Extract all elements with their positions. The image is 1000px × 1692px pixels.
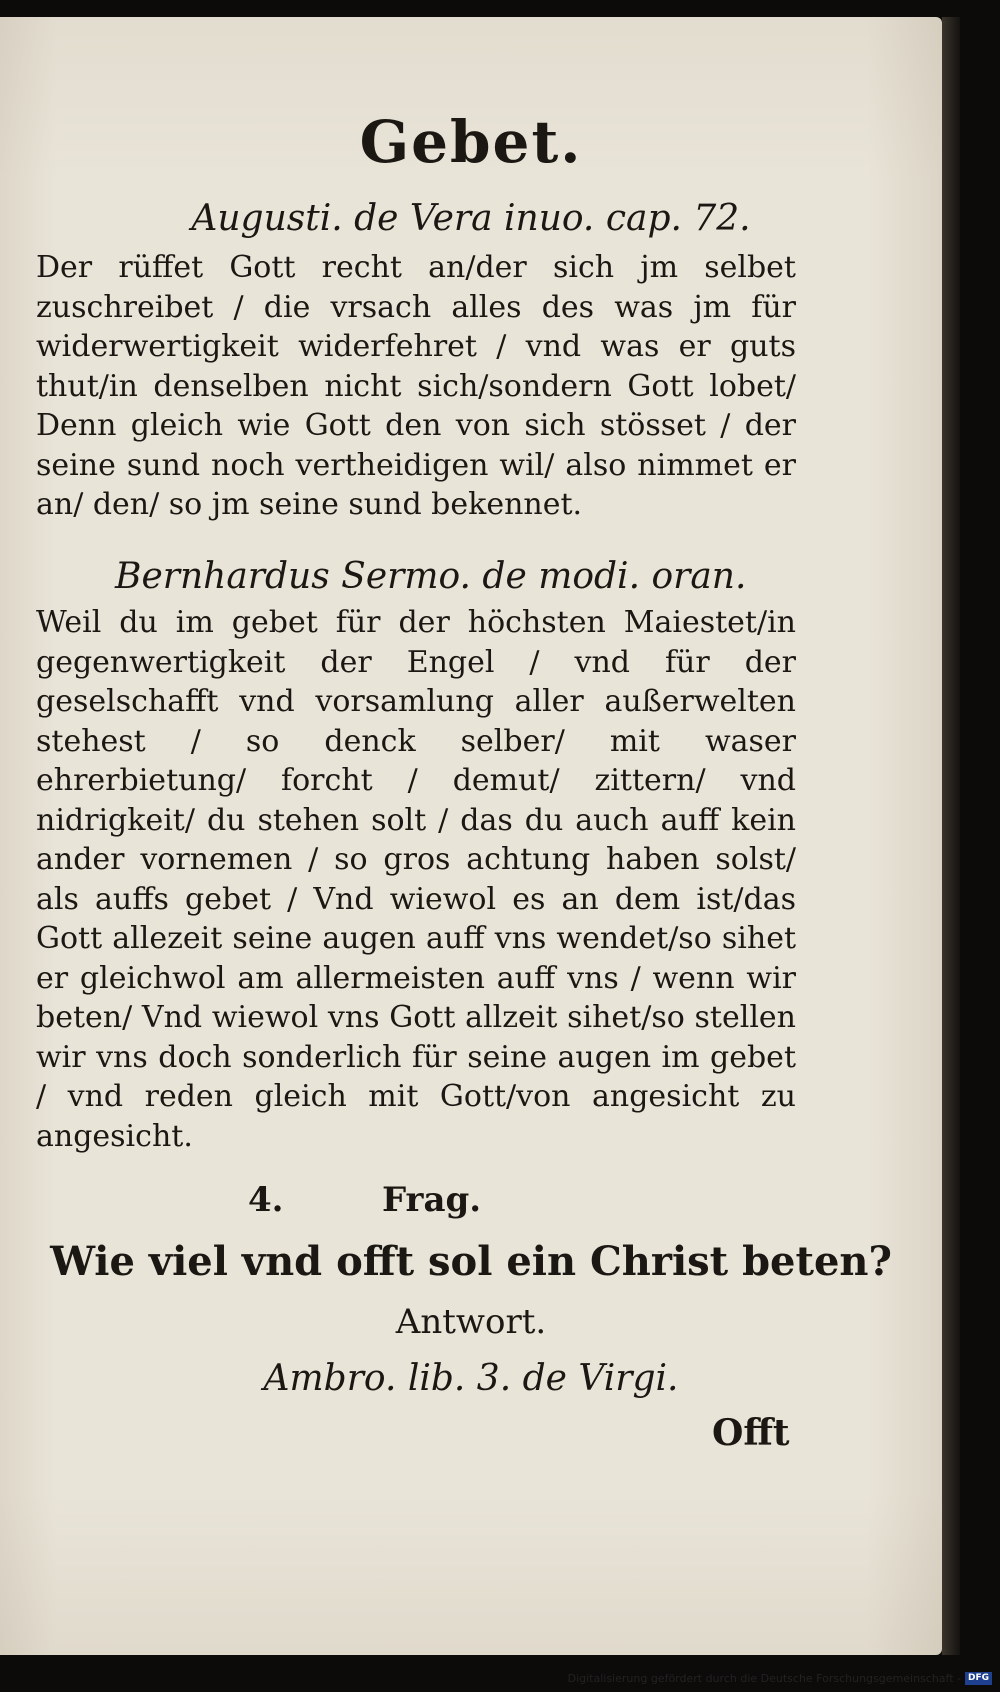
question-number: 4. (248, 1180, 284, 1220)
paragraph-bernhard: Weil du im gebet für der höchsten Maiestet/in gegenwertigkeit der Engel / vnd für der geselschafft vnd vorsamlung aller außerwelten stehest / so denck selber/ mit waser ehrerbietung/ forcht / demut/ zittern/ vnd nidrigkeit/ du stehen solt / das du auch auff kein ander vornemen / so gros achtung haben solst/ als auffs gebet / Vnd wiewol es an dem ist/das Gott allezeit seine augen auff vns wendet/so sihet er gleichwol am allermeisten auff vns / wenn wir beten/ Vnd wiewol vns Gott allzeit sihet/so stellen wir vns doch sonderlich für seine augen im gebet / vnd reden gleich mit Gott/von angesicht zu angesicht. (36, 605, 796, 1154)
digitization-credit (568, 1672, 992, 1685)
paragraph-augustine: Der rüffet Gott recht an/der sich jm selbet zuschreibet / die vrsach alles des was jm für widerwertigkeit widerfehret / vnd was er guts thut/in denselben nicht sich/sondern Gott lobet/ Denn gleich wie Gott den von sich stösset / der seine sund noch vertheidigen wil/ also nimmet er an/ den/ so jm seine sund bekennet. (36, 250, 796, 522)
page-title: Gebet. (359, 108, 583, 176)
answer-label: Antwort. (395, 1302, 547, 1342)
question-label: Frag. (382, 1180, 482, 1220)
question-heading: Wie viel vnd offt sol ein Christ beten? (50, 1238, 892, 1285)
page-edge (942, 17, 960, 1655)
catchword: Offt (712, 1412, 790, 1454)
dfg-logo: DFG (965, 1672, 992, 1685)
reference-bernhard: Bernhardus Sermo. de modi. oran. (115, 556, 747, 597)
credit-text: Digitalisierung gefördert durch die Deutsche Forschungsgemeinschaft - (567, 1672, 961, 1685)
reference-augustine: Augusti. de Vera inuo. cap. 72. (191, 198, 751, 239)
reference-ambrose: Ambro. lib. 3. de Virgi. (263, 1358, 679, 1399)
